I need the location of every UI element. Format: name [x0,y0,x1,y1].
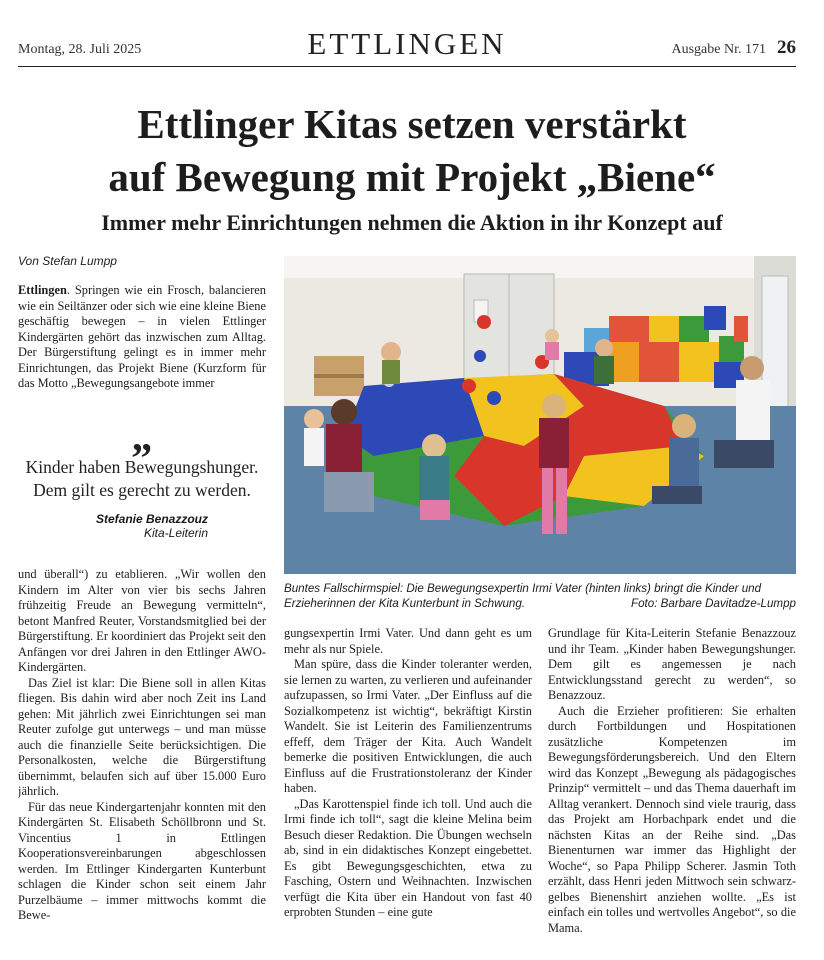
page-number: 26 [777,37,796,58]
masthead [18,26,796,67]
pull-quote-text: Kinder haben Bewegungshunger. Dem gilt es gerecht zu werden. [25,457,259,500]
headline-line-2: auf Bewegung mit Projekt „Biene“ [108,154,716,200]
lead-text: . Springen wie ein Frosch, balancieren wie ein Seiltänzer oder sich wie eine kleine Biene geschäftig bewegen – in vielen Ettlinger Kindergärten gehört das inzwischen zum Alltag. Der Bürgerstiftung gelingt es in immer mehr Einrichtungen, das Projekt Biene (Kurzform für das Motto „Bewegungsangebote immer [18,283,266,390]
photo-caption [284,581,796,611]
paragraph: Auch die Erzieher profitieren: Sie erhalten durch Fortbildungen und Hospitationen zusätzliche Kompetenzen im Bewegungsförderungsbereich. Und den Eltern wird das Konzept „Bewegung als pädagogisches Prinzip“ vermittelt – und das Thema dauerhaft im Alltag verankert. Dennoch sind viele traurig, dass das Projekt am Horbachpark endet und die nächsten Kitas an der Reihe sind. „Das Bienenturnen war immer das Highlight der Woche“, so Papa Philipp Scherer. Jasmin Toth erzählt, dass Henri jeden Mittwoch sein schwarz-gelbes Bienenshirt anziehen wollte. „Es ist einfach ein tolles und wertvolles Angebot“, so die Mama. [548,703,796,935]
lead-paragraph [18,283,266,392]
pull-quote-role: Kita-Leiterin [143,526,208,540]
issue-number: Ausgabe Nr. 171 [671,42,766,57]
paragraph: Das Ziel ist klar: Die Biene soll in allen Kitas fliegen. Bis dahin wird aber noch Zeit ins Land gehen: Mit jährlich zwei Einrichtungen sei man Reuter zufolge gut unterwegs – und man müsse auch die finanzielle Seite berücksichtigen. Die Personalkosten, welche die Bürgerstiftung übernimmt, belaufen sich auf über 15.000 Euro jährlich. [18,675,266,798]
pull-quote-author: Stefanie Benazzouz [95,512,208,526]
quote-mark-icon: „ [131,414,153,460]
headline-line-1: Ettlinger Kitas setzen verstärkt [137,101,687,147]
paragraph: und überall“) zu etablieren. „Wir wollen den Kindern im Alter von vier bis sechs Jahren frühzeitig Freude an Bewegung vermitteln“, betont Manfred Reuter, Vorstandsmitglied bei der Bürgerstiftung. Er koordiniert das Projekt seit den Anfängen vor drei Jahren in den Ettlinger AWO-Kindergärten. [18,567,266,674]
parachute-game-illustration [284,256,796,574]
paragraph: „Das Karottenspiel finde ich toll. Und auch die Irmi finde ich toll“, sagt die kleine Melina beim Besuch dieser Redaktion. Die Übungen wechseln ab, sind in ein didaktisches Konzept eingebettet. Es gibt Bewegungsgeschichten, etwa zu Fasching, Ostern und Weihnachten. Inzwischen verfügt die Kita über ein Handout von fast 40 erprobten Stunden – eine gute [284,796,532,919]
article-column-1-bottom [18,567,266,939]
caption-text: Buntes Fallschirmspiel: Die Bewegungsexpertin Irmi Vater (hinten links) bringt die Kinder und Erzieherinnen der Kita Kunterbunt in Schwung. [284,582,762,610]
paragraph: Man spüre, dass die Kinder toleranter werden, sie lernen zu warten, zu verlieren und aufeinander aufzupassen, so Irmi Vater. „Der Einfluss auf die Sozialkompetenz ist wichtig“, bekräftigt Kirstin Wandelt. Sie ist Leiterin des Familienzentrums effeff, dem Träger der Kita. Auch Wandelt bemerke die positiven Entwicklungen, die auch Einfluss auf die Frustrationstoleranz der Kinder haben. [284,657,532,795]
article-column-1-top [18,283,266,405]
photo-credit: Foto: Barbare Davitadze-Lumpp [631,597,796,610]
dateline-location: Ettlingen [18,283,67,297]
paragraph: gungsexpertin Irmi Vater. Und dann geht es um mehr als nur Spiele. [284,626,532,656]
section-title: ETTLINGEN [307,26,507,61]
headline [10,98,814,204]
pull-quote [18,414,266,560]
paragraph: Für das neue Kindergartenjahr konnten mit den Kindergärten St. Elisabeth Schöllbronn und St. Vincentius 1 in Ettlingen Kooperationsvereinbarungen abgeschlossen werden. Im Ettlinger Kindergarten Kunterbunt schlagen die Kinder schon seit einem Jahr Purzelbäume – immer mittwochs kommt die Bewe- [18,799,266,922]
article-column-2 [284,626,532,940]
byline: Von Stefan Lumpp [18,254,117,268]
article-column-3 [548,626,796,940]
paragraph: Grundlage für Kita-Leiterin Stefanie Benazzouz und ihr Team. „Kinder haben Bewegungshunger. Dem gilt es angemessen je nach Entwicklungsstand gerecht zu werden“, so Benazzouz. [548,626,796,702]
subheadline: Immer mehr Einrichtungen nehmen die Aktion in ihr Konzept auf [101,210,723,235]
issue-date: Montag, 28. Juli 2025 [18,42,142,57]
article-photo [284,256,796,574]
